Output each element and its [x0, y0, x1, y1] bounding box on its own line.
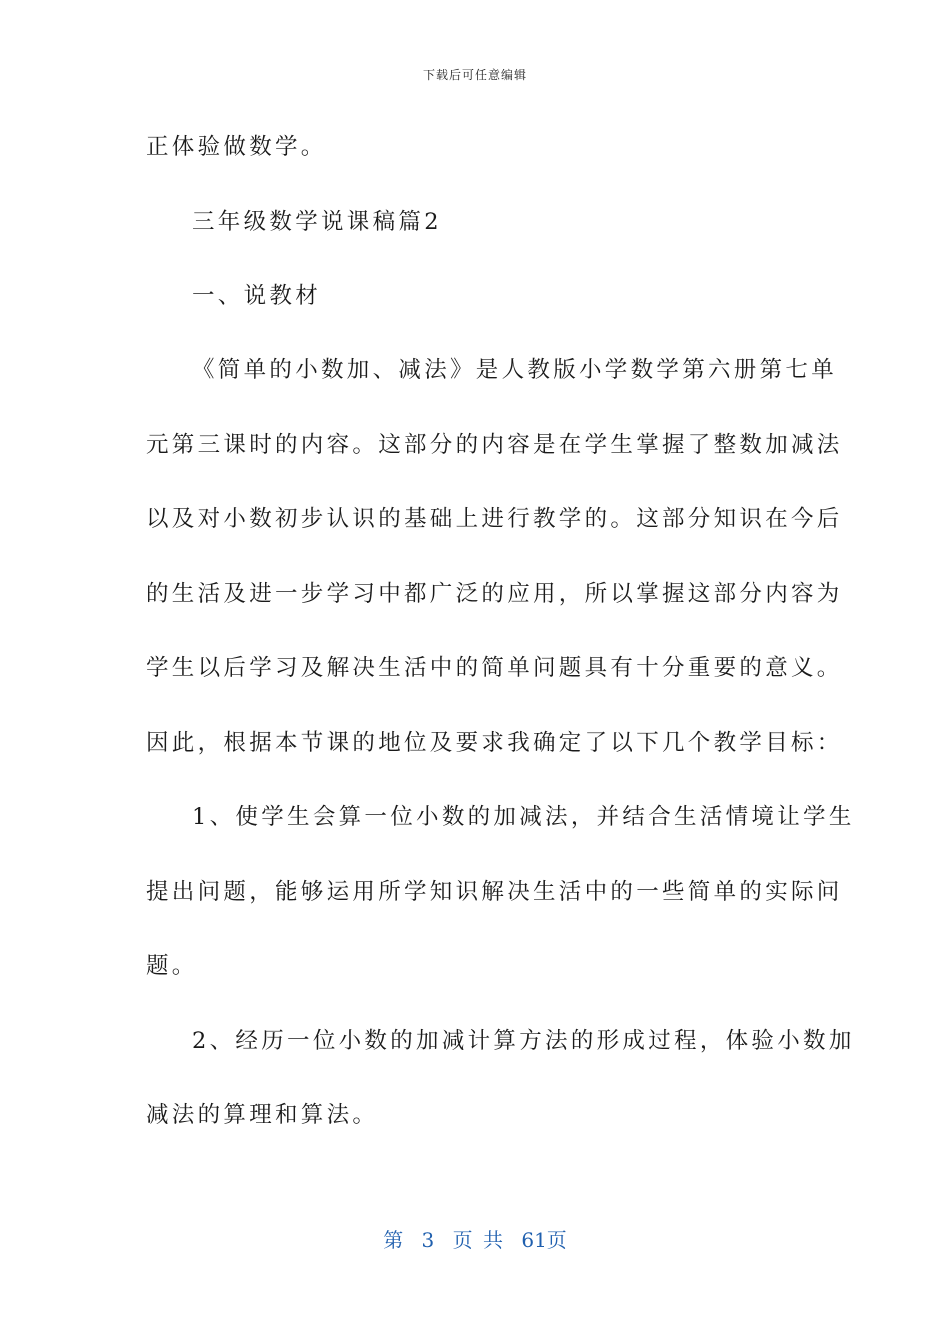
footer-prefix: 第 — [383, 1228, 404, 1252]
total-pages: 61页 — [521, 1228, 567, 1252]
paragraph-line: 《简单的小数加、减法》是人教版小学数学第六册第七单 — [192, 357, 838, 383]
page-header-note: 下载后可任意编辑 — [422, 68, 527, 82]
paragraph-line: 的生活及进一步学习中都广泛的应用，所以掌握这部分内容为 — [146, 581, 843, 607]
paragraph-line: 正体验做数学。 — [146, 134, 327, 160]
section-title: 三年级数学说课稿篇2 — [192, 209, 442, 235]
paragraph-line: 学生以后学习及解决生活中的简单问题具有十分重要的意义。 — [146, 655, 843, 681]
paragraph-line: 元第三课时的内容。这部分的内容是在学生掌握了整数加减法 — [146, 432, 843, 458]
paragraph-line: 题。 — [146, 953, 198, 979]
section-heading: 一、说教材 — [192, 283, 322, 309]
paragraph-line: 因此，根据本节课的地位及要求我确定了以下几个教学目标： — [146, 730, 843, 756]
paragraph-line: 以及对小数初步认识的基础上进行教学的。这部分知识在今后 — [146, 506, 843, 532]
paragraph-line: 1、使学生会算一位小数的加减法，并结合生活情境让学生 — [192, 804, 855, 830]
current-page-number: 3 — [421, 1228, 435, 1252]
paragraph-line: 2、经历一位小数的加减计算方法的形成过程，体验小数加 — [192, 1028, 855, 1054]
paragraph-line: 减法的算理和算法。 — [146, 1102, 379, 1128]
paragraph-line: 提出问题，能够运用所学知识解决生活中的一些简单的实际问 — [146, 879, 843, 905]
page-number-footer — [0, 1224, 950, 1253]
footer-middle: 页 共 — [452, 1228, 503, 1252]
